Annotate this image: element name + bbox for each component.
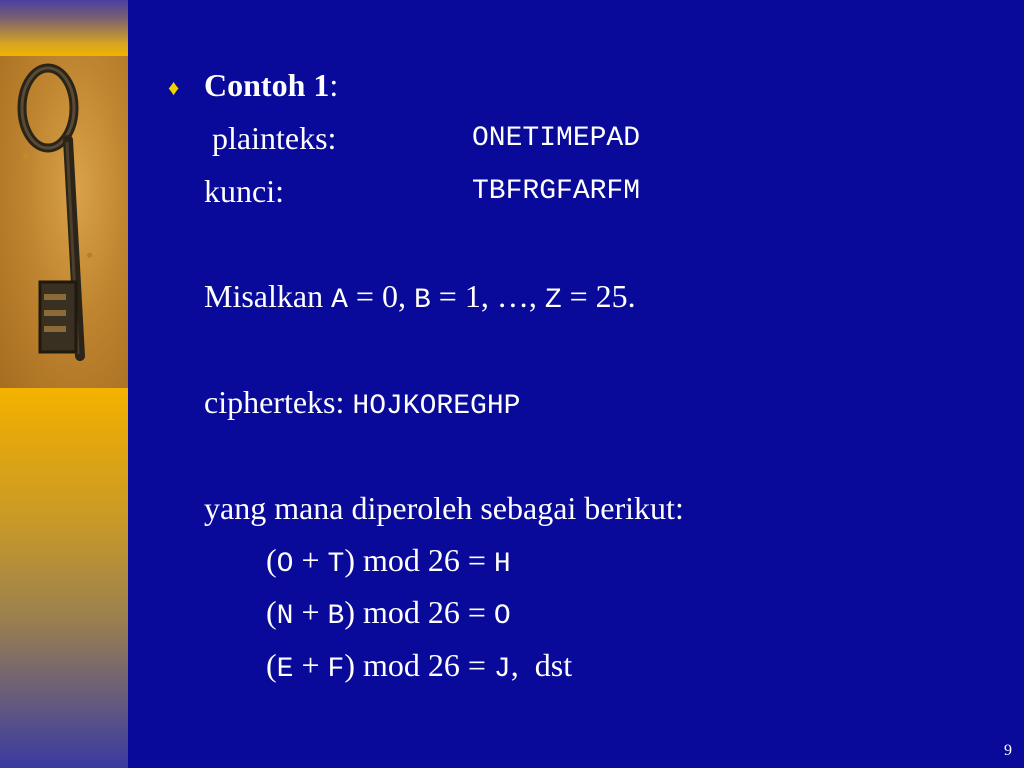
- title-text: Contoh 1: [204, 67, 330, 103]
- assumption-eq25: = 25.: [561, 278, 636, 314]
- calc-mod: ) mod 26 =: [344, 594, 494, 630]
- calc-mod: ) mod 26 =: [344, 542, 494, 578]
- key-label: kunci:: [204, 173, 284, 209]
- ciphertext-line: [204, 383, 520, 426]
- calc-operand-a: E: [276, 654, 294, 685]
- letter-z: Z: [544, 285, 562, 316]
- slide-title: [204, 66, 338, 104]
- page-number: 9: [1004, 742, 1012, 759]
- calc-open-paren: (: [266, 542, 277, 578]
- calc-plus: +: [293, 594, 328, 630]
- ciphertext-label: cipherteks:: [204, 384, 353, 420]
- calc-mod: ) mod 26 =: [344, 647, 494, 683]
- derivation-intro: yang mana diperoleh sebagai berikut:: [204, 490, 684, 526]
- assumption-eq0: = 0,: [347, 278, 414, 314]
- calc-result: H: [493, 549, 511, 580]
- plaintext-value: ONETIMEPAD: [472, 123, 641, 154]
- calc-result: O: [493, 601, 511, 632]
- calc-operand-b: T: [327, 549, 345, 580]
- calc-open-paren: (: [266, 594, 277, 630]
- calc-operand-a: N: [276, 601, 294, 632]
- calc-plus: +: [293, 647, 328, 683]
- calc-tail: , dst: [510, 647, 573, 683]
- plaintext-label: plainteks:: [212, 120, 337, 156]
- key-value: TBFRGFARFM: [472, 176, 641, 207]
- calc-plus: +: [293, 542, 328, 578]
- ciphertext-value: HOJKOREGHP: [352, 391, 521, 422]
- letter-a: A: [331, 285, 348, 316]
- calc-row: [266, 593, 511, 636]
- calc-operand-a: O: [276, 549, 294, 580]
- calc-open-paren: (: [266, 647, 277, 683]
- calc-result: J: [493, 654, 511, 685]
- calc-operand-b: B: [327, 601, 345, 632]
- calc-row: [266, 646, 572, 689]
- diamond-bullet-icon: ♦: [168, 75, 180, 100]
- calc-row: [266, 541, 511, 584]
- assumption-line: [204, 277, 636, 320]
- calc-operand-b: F: [327, 654, 345, 685]
- assumption-eq1: = 1, …,: [430, 278, 545, 314]
- assumption-prefix: Misalkan: [204, 278, 332, 314]
- title-colon: :: [329, 67, 339, 103]
- letter-b: B: [413, 285, 431, 316]
